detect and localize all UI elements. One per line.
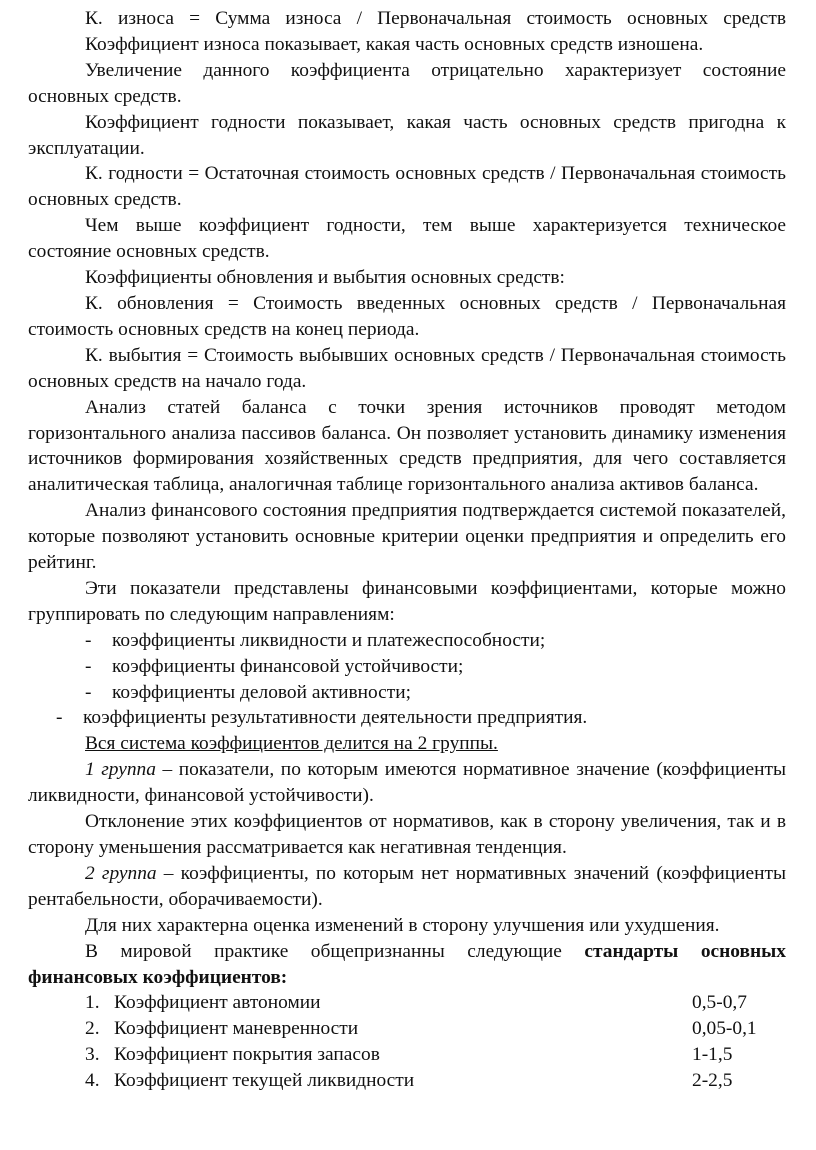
- paragraph-renewal-formula: К. обновления = Стоимость введенных основных средств / Первоначальная стоимость основных средств на конец периода.: [28, 292, 786, 340]
- list-item: [28, 705, 786, 731]
- list-dash: -: [85, 681, 92, 703]
- paragraph-group-2-note: Для них характерна оценка изменений в сторону улучшения или ухудшения.: [85, 914, 720, 936]
- list-item-text: коэффициенты ликвидности и платежеспособности;: [112, 629, 546, 651]
- group-2-label: 2 группа: [85, 862, 157, 884]
- standard-row: [28, 1042, 786, 1068]
- standard-row: [28, 1016, 786, 1042]
- list-item: [28, 654, 786, 680]
- list-item-text: коэффициенты финансовой устойчивости;: [112, 655, 464, 677]
- list-item-text: коэффициенты деловой активности;: [112, 681, 412, 703]
- paragraph-wear-increase: Увеличение данного коэффициента отрицательно характеризует состояние основных средств.: [28, 59, 786, 107]
- paragraph-fitness-formula: К. годности = Остаточная стоимость основных средств / Первоначальная стоимость основных средств.: [28, 163, 786, 211]
- standard-value: 0,05-0,1: [692, 1018, 757, 1040]
- list-dash: -: [56, 707, 63, 729]
- group-1-text: – показатели, по которым имеются нормативное значение (коэффициенты ликвидности, финансовой устойчивости).: [28, 759, 786, 807]
- paragraph-fitness-meaning: Коэффициент годности показывает, какая часть основных средств пригодна к эксплуатации.: [28, 111, 786, 159]
- standard-name: Коэффициент покрытия запасов: [114, 1044, 380, 1066]
- paragraph-group-1-note: Отклонение этих коэффициентов от нормативов, как в сторону увеличения, так и в сторону уменьшения рассматривается как негативная тенденция.: [28, 811, 786, 858]
- standard-name: Коэффициент текущей ликвидности: [114, 1070, 415, 1092]
- groups-heading: [28, 731, 786, 757]
- standard-number: 2.: [85, 1018, 100, 1040]
- paragraph-indicators: Эти показатели представлены финансовыми коэффициентами, которые можно группировать по следующим направлениям:: [28, 577, 786, 625]
- paragraph-wear-formula: К. износа = Сумма износа / Первоначальная стоимость основных средств: [85, 8, 786, 29]
- paragraph-group-1: [28, 757, 786, 809]
- paragraph-group-2: [28, 861, 786, 913]
- list-item-text: коэффициенты результативности деятельности предприятия.: [83, 707, 588, 729]
- document-page: [28, 6, 786, 1094]
- list-dash: -: [85, 629, 92, 651]
- list-item: [28, 680, 786, 706]
- paragraph-renewal-retirement: Коэффициенты обновления и выбытия основных средств:: [85, 267, 565, 289]
- standards-intro-text: В мировой практике общепризнанны следующие: [85, 940, 585, 962]
- group-1-label: 1 группа: [85, 759, 156, 781]
- standard-name: Коэффициент маневренности: [114, 1018, 359, 1040]
- paragraph-financial-state: Анализ финансового состояния предприятия подтверждается системой показателей, которые позволяют установить основные критерии оценки предприятия и определить его рейтинг.: [28, 500, 786, 574]
- list-item: [28, 628, 786, 654]
- paragraph-fitness-higher: Чем выше коэффициент годности, тем выше характеризуется техническое состояние основных средств.: [28, 215, 786, 263]
- standards-intro-bold: стандарты основных финансовых коэффициентов:: [28, 940, 786, 988]
- standard-name: Коэффициент автономии: [114, 992, 321, 1014]
- standard-number: 1.: [85, 992, 100, 1014]
- standard-value: 0,5-0,7: [692, 992, 747, 1014]
- list-dash: -: [85, 655, 92, 677]
- standard-row: [28, 1068, 786, 1094]
- paragraph-wear-meaning: Коэффициент износа показывает, какая часть основных средств изношена.: [85, 33, 704, 55]
- paragraph-retirement-formula: К. выбытия = Стоимость выбывших основных средств / Первоначальная стоимость основных средств на начало года.: [28, 344, 786, 392]
- standard-value: 2-2,5: [692, 1070, 733, 1092]
- standard-number: 3.: [85, 1044, 100, 1066]
- paragraph-liabilities-analysis: Анализ статей баланса с точки зрения источников проводят методом горизонтального анализа пассивов баланса. Он позволяет установить динамику изменения источников формирования хозяйственных средств предприятия, для чего составляется аналитическая таблица, аналогичная таблице горизонтального анализа активов баланса.: [28, 396, 786, 496]
- standard-number: 4.: [85, 1070, 100, 1092]
- group-2-text: – коэффициенты, по которым нет нормативных значений (коэффициенты рентабельности, оборачиваемости).: [28, 862, 786, 910]
- groups-heading-text: Вся система коэффициентов делится на 2 группы.: [85, 733, 498, 755]
- paragraph-standards-intro: [28, 939, 786, 991]
- standard-value: 1-1,5: [692, 1044, 733, 1066]
- standard-row: [28, 990, 786, 1016]
